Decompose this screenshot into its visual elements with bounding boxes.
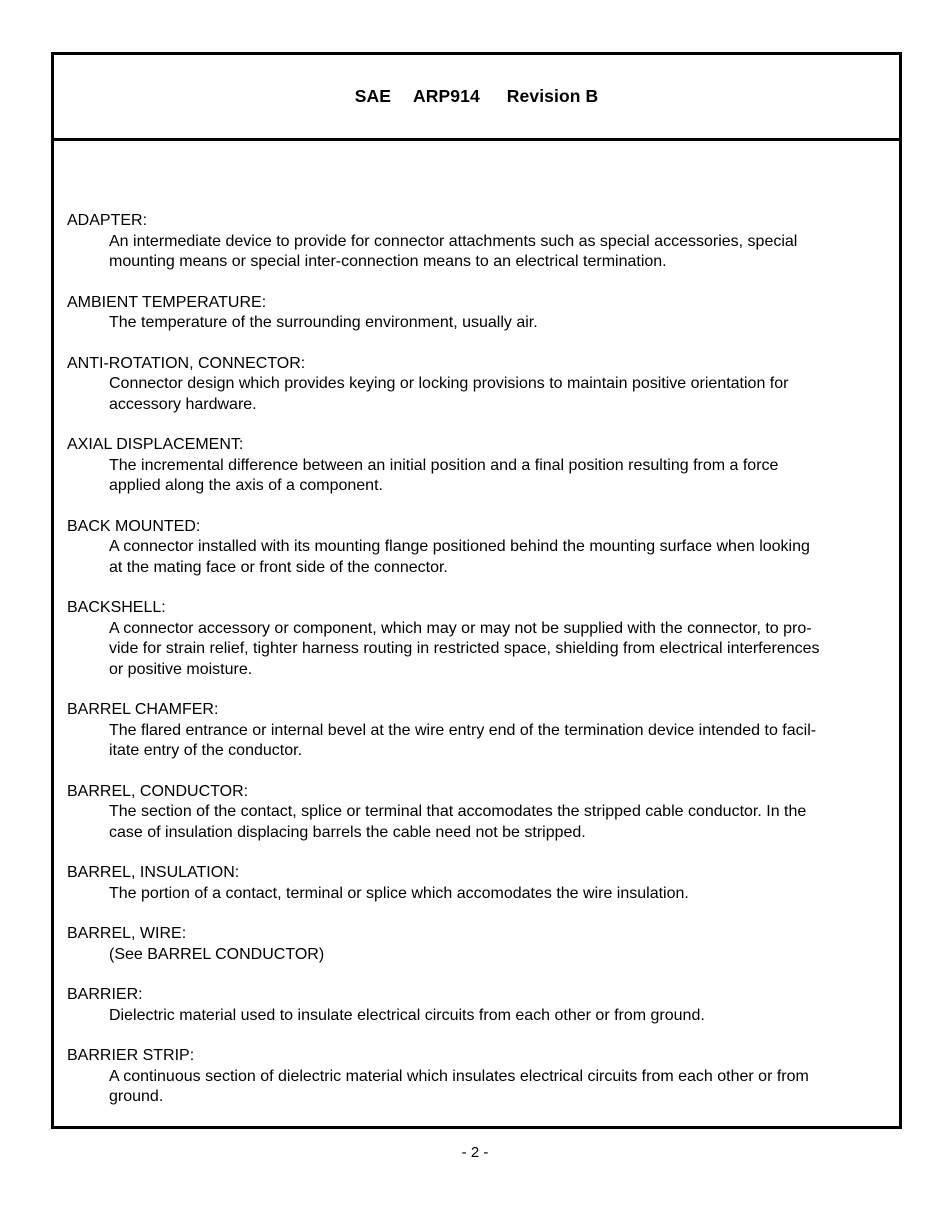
definition-text — [67, 1006, 886, 1027]
definition-line: case of insulation displacing barrels the cable need not be stripped. — [109, 823, 586, 841]
definition-line: (See BARREL CONDUCTOR) — [109, 945, 325, 963]
definition-entry — [67, 985, 886, 1026]
definition-text — [67, 232, 886, 273]
definition-line: ground. — [109, 1088, 164, 1105]
definition-line: or positive moisture. — [109, 660, 253, 678]
definition-entry — [67, 924, 886, 965]
header-doc-number: ARP914 — [413, 86, 480, 106]
definition-term: BARREL, WIRE: — [67, 925, 187, 942]
definition-text — [67, 619, 886, 681]
definition-line: The incremental difference between an initial position and a final position resulting from a force — [109, 456, 779, 474]
definition-entry — [67, 211, 886, 273]
definition-entry — [67, 598, 886, 680]
definition-entry — [67, 700, 886, 762]
definition-term: BARRIER STRIP: — [67, 1047, 195, 1064]
definition-text — [67, 374, 886, 415]
definition-text — [67, 456, 886, 497]
definition-entry — [67, 293, 886, 334]
definition-text — [67, 721, 886, 762]
definition-line: A connector accessory or component, which may or may not be supplied with the connector, to pro- — [109, 619, 812, 637]
definition-line: at the mating face or front side of the connector. — [109, 558, 448, 576]
definition-line: A continuous section of dielectric material which insulates electrical circuits from each other or from — [109, 1067, 809, 1085]
definition-text — [67, 945, 886, 966]
definition-line: The temperature of the surrounding environment, usually air. — [109, 314, 538, 331]
definition-line: The flared entrance or internal bevel at the wire entry end of the termination device intended to facil- — [109, 721, 817, 739]
definition-term: BARRIER: — [67, 986, 143, 1003]
definition-term: AXIAL DISPLACEMENT: — [67, 436, 244, 453]
definition-line: mounting means or special inter-connection means to an electrical termination. — [109, 253, 667, 270]
definition-entry — [67, 782, 886, 844]
definition-line: An intermediate device to provide for connector attachments such as special accessories, special — [109, 232, 798, 250]
header-revision: Revision B — [506, 86, 599, 106]
definition-entry — [67, 435, 886, 497]
definition-text — [67, 1067, 886, 1108]
definition-entry — [67, 863, 886, 904]
definition-line: applied along the axis of a component. — [109, 477, 383, 494]
definition-line: The portion of a contact, terminal or splice which accomodates the wire insulation. — [109, 884, 689, 902]
definition-term: BARREL, CONDUCTOR: — [67, 782, 249, 800]
definition-text — [67, 802, 886, 843]
page-number: - 2 - — [461, 1144, 489, 1161]
document-header — [54, 55, 899, 141]
definition-text — [67, 537, 886, 578]
definition-line: The section of the contact, splice or terminal that accomodates the stripped cable conductor. In the — [109, 803, 807, 820]
definition-line: Dielectric material used to insulate electrical circuits from each other or from ground. — [109, 1006, 705, 1024]
definition-line: A connector installed with its mounting flange positioned behind the mounting surface when looking — [109, 538, 810, 555]
definition-term: BARREL, INSULATION: — [67, 864, 240, 881]
header-title — [355, 86, 599, 107]
definition-term: BARREL CHAMFER: — [67, 701, 219, 718]
header-org: SAE — [354, 86, 392, 106]
definition-line: vide for strain relief, tighter harness routing in restricted space, shielding from electrical interferences — [109, 640, 820, 657]
definition-line: Connector design which provides keying or locking provisions to maintain positive orientation for — [109, 375, 789, 392]
definition-term: ADAPTER: — [67, 212, 148, 229]
definitions-list — [67, 211, 886, 1128]
definition-entry — [67, 517, 886, 579]
definition-entry — [67, 354, 886, 416]
definition-term: AMBIENT TEMPERATURE: — [67, 293, 267, 311]
definition-text — [67, 884, 886, 905]
definition-term: ANTI-ROTATION, CONNECTOR: — [67, 354, 306, 372]
page-frame — [51, 52, 902, 1129]
definition-line: itate entry of the conductor. — [109, 742, 303, 759]
definition-entry — [67, 1046, 886, 1108]
definition-term: BACKSHELL: — [67, 599, 166, 616]
definition-line: accessory hardware. — [109, 395, 257, 413]
definition-term: BACK MOUNTED: — [67, 517, 201, 535]
definition-text — [67, 313, 886, 334]
